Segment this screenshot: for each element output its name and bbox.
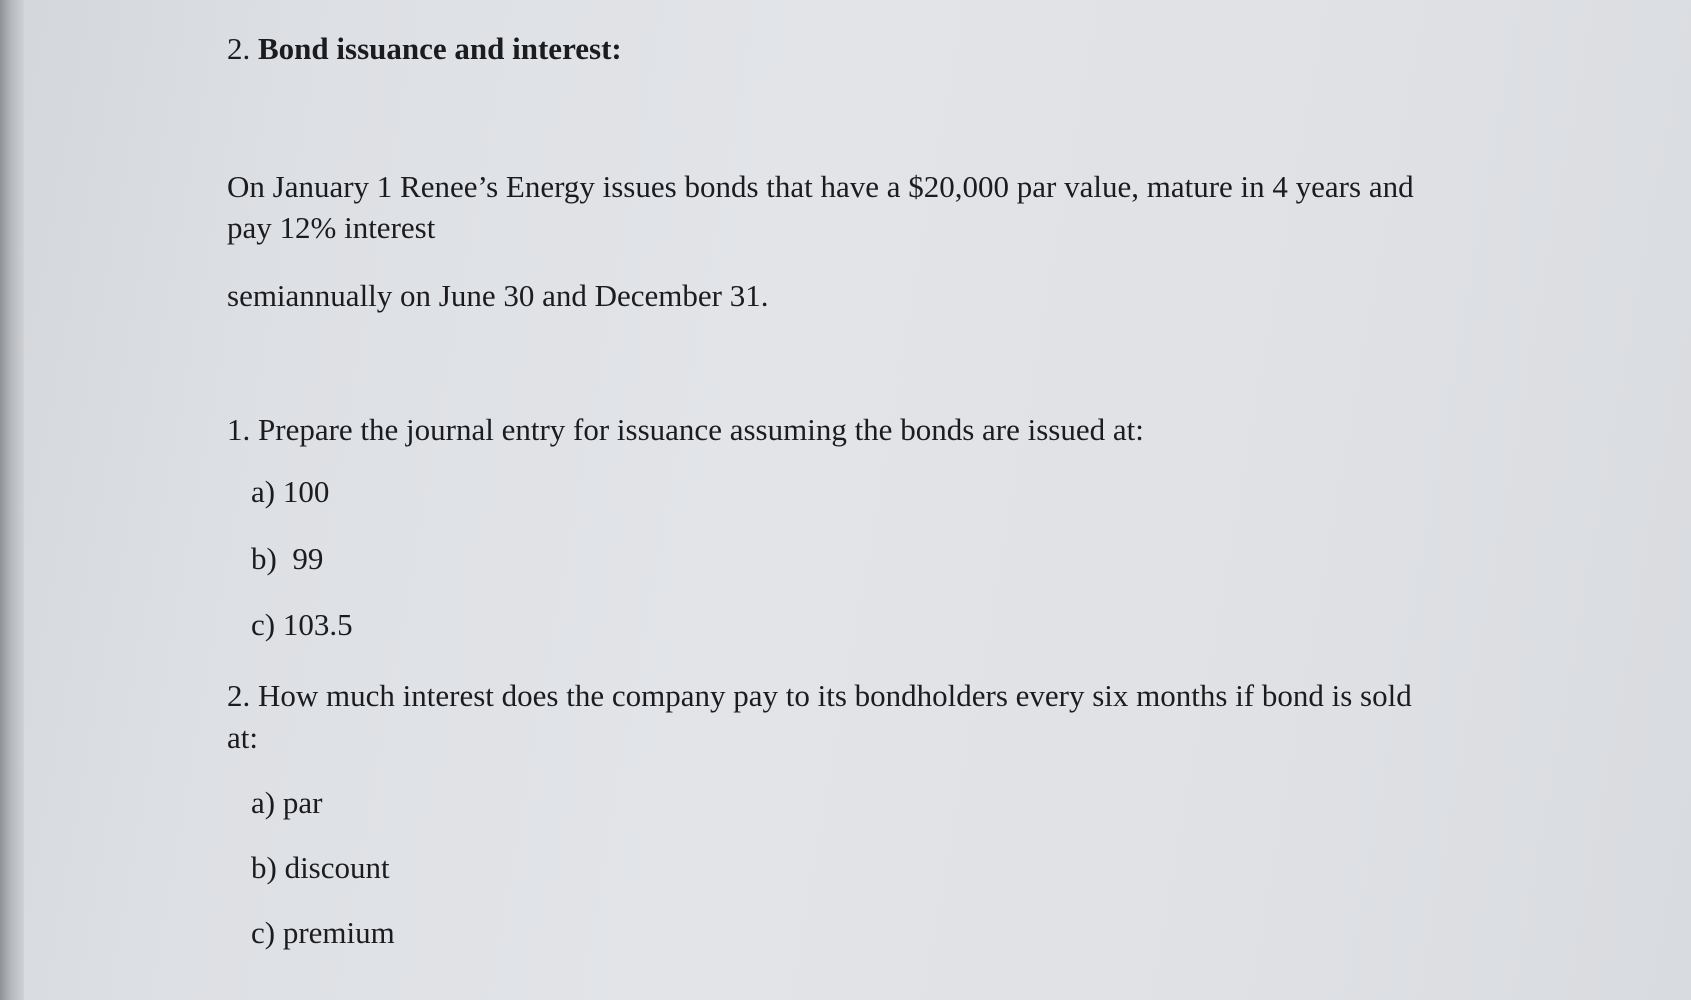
question-2-option-c: c) premium bbox=[251, 915, 395, 950]
section-number: 2. bbox=[227, 31, 251, 66]
monitor-bezel-edge bbox=[0, 0, 24, 1000]
section-heading: Bond issuance and interest: bbox=[258, 31, 622, 66]
question-2-option-a: a) par bbox=[251, 785, 323, 820]
question-1-option-a: a) 100 bbox=[251, 474, 330, 509]
question-1: 1. Prepare the journal entry for issuance assuming the bonds are issued at: bbox=[227, 412, 1144, 447]
question-2-line-2: at: bbox=[227, 720, 258, 755]
question-2-line-1: 2. How much interest does the company pay to its bondholders every six months if bond is sold bbox=[227, 678, 1412, 713]
intro-line-2: pay 12% interest bbox=[227, 210, 436, 245]
question-1-option-b: b) 99 bbox=[251, 541, 324, 576]
intro-line-1: On January 1 Renee’s Energy issues bonds that have a $20,000 par value, mature in 4 years and bbox=[227, 169, 1414, 204]
question-2-option-b: b) discount bbox=[251, 850, 390, 885]
question-1-option-c: c) 103.5 bbox=[251, 607, 353, 642]
intro-line-3: semiannually on June 30 and December 31. bbox=[227, 278, 769, 313]
section-title bbox=[227, 31, 622, 67]
